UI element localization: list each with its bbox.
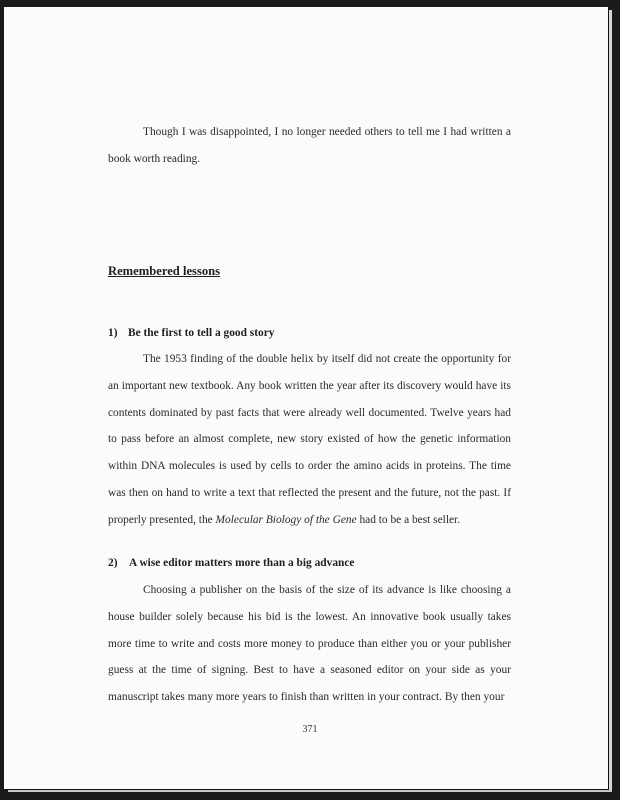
page-edge xyxy=(609,10,612,790)
page-number: 371 xyxy=(302,724,318,735)
section-heading: Remembered lessons xyxy=(108,264,221,278)
lesson-1-text: The 1953 finding of the double helix by itself did not create the opportunity for an important new textbook. Any book written the year after its discovery would have its contents dominated by past facts that were already well documented. Twelve years had to pass before an almost complete, new story existed of how the genetic information within DNA molecules is used by cells to order the amino acids in proteins. The time was then on hand to write a text that reflected the present and the future, not the past. If properly presented, the xyxy=(108,353,511,526)
lesson-2-number: 2) xyxy=(108,557,118,569)
page-edge-bottom xyxy=(8,790,612,792)
lesson-1-text-end: had to be a best seller. xyxy=(356,513,461,526)
lesson-1-heading xyxy=(108,327,274,339)
lesson-1-number: 1) xyxy=(108,327,118,339)
intro-paragraph: Though I was disappointed, I no longer needed others to tell me I had written a book worth reading. xyxy=(108,126,511,165)
lesson-2-title: A wise editor matters more than a big advance xyxy=(129,557,355,569)
book-title: Molecular Biology of the Gene xyxy=(215,513,357,526)
lesson-1-title: Be the first to tell a good story xyxy=(128,327,275,339)
lesson-2-heading xyxy=(108,557,354,569)
lesson-1-paragraph xyxy=(108,346,511,534)
lesson-2-paragraph: Choosing a publisher on the basis of the size of its advance is like choosing a house builder solely because his bid is the lowest. An innovative book usually takes more time to write and costs more money to produce than either you or your publisher guess at the time of signing. Best to have a seasoned editor on your side as your manuscript takes many more years to finish than written in your contract. By then your xyxy=(108,584,511,704)
